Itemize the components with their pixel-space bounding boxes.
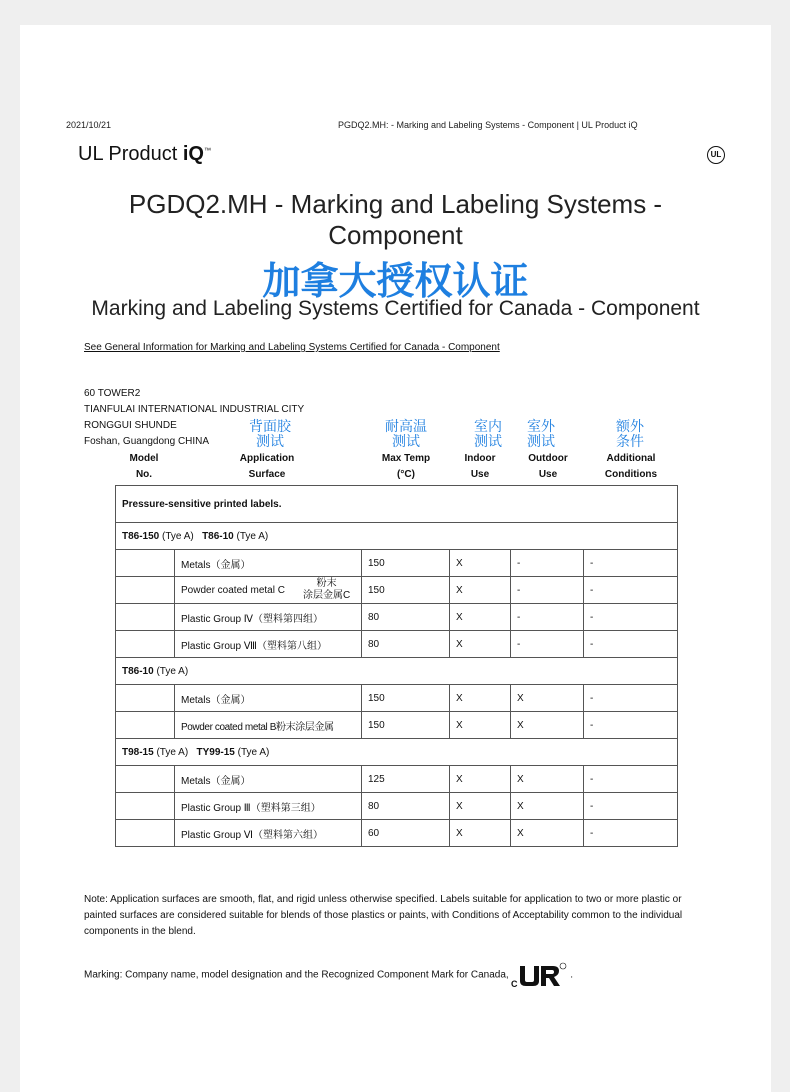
page-title-line1: PGDQ2.MH - Marking and Labeling Systems - <box>128 189 663 219</box>
table-row: Plastic Group Ⅵ（塑料第六组） 60 X X - <box>116 820 678 847</box>
model-row: T86-10 (Tye A) <box>116 658 678 685</box>
cn-label-temp: 耐高温 测试 <box>385 418 427 449</box>
cn-label-indoor: 室内 测试 <box>474 418 502 449</box>
marking-statement: Marking: Company name, model designation and the Recognized Component Mark for Canada, C . <box>84 962 573 989</box>
address-line: 60 TOWER2 <box>84 388 141 399</box>
colhead-surface: Application Surface <box>239 453 295 480</box>
colhead-outdoor: Outdoor Use <box>528 453 568 480</box>
table-row: Plastic Group Ⅲ（塑料第三组） 80 X X - <box>116 793 678 820</box>
address-line: Foshan, Guangdong CHINA <box>84 436 210 447</box>
address-line: TIANFULAI INTERNATIONAL INDUSTRIAL CITY <box>84 404 305 415</box>
colhead-temp: Max Temp (°C) <box>381 453 431 480</box>
chinese-title: 加拿大授权认证 <box>262 261 529 303</box>
table-row: Powder coated metal C 粉末 涂层金属C 150 X - - <box>116 577 678 604</box>
print-date: 2021/10/21 <box>66 120 112 130</box>
table-row: Metals（金属） 125 X X - <box>116 766 678 793</box>
ul-badge-icon: UL <box>707 146 725 164</box>
listing-table <box>115 485 678 847</box>
table-row: Powder coated metal B粉末涂层金属 150 X X - <box>116 712 678 739</box>
document-page <box>20 25 771 1092</box>
colhead-indoor: Indoor Use <box>464 453 496 480</box>
cn-label-additional: 额外 条件 <box>616 418 644 449</box>
table-row: Metals（金属） 150 X X - <box>116 685 678 712</box>
svg-text:C: C <box>511 979 518 988</box>
ul-product-iq-logo: UL Product iQ™ <box>78 143 211 165</box>
address-line: RONGGUI SHUNDE <box>84 420 177 431</box>
print-page-title: PGDQ2.MH: - Marking and Labeling Systems - Component | UL Product iQ <box>338 120 638 130</box>
model-row: T86-150 (Tye A) T86-10 (Tye A) <box>116 523 678 550</box>
table-row: Plastic Group Ⅷ（塑料第八组） 80 X - - <box>116 631 678 658</box>
cn-label-surface: 背面胶 测试 <box>249 418 291 449</box>
colhead-model: Model No. <box>129 453 159 480</box>
table-row: Metals（金属） 150 X - - <box>116 550 678 577</box>
colhead-additional: Additional Conditions <box>604 453 658 480</box>
table-intro: Pressure-sensitive printed labels. <box>122 498 282 510</box>
surface-note: 粉末 涂层金属C <box>303 578 351 601</box>
table-row: Plastic Group Ⅳ（塑料第四组） 80 X - - <box>116 604 678 631</box>
page-title <box>20 189 771 251</box>
application-note: Note: Application surfaces are smooth, flat, and rigid unless otherwise specified. Labels suitable for application to two or more plastic or painted surfaces are considered suitable for blends of those plastics or paints, with Conditions of Acceptability common to the individual components in the blend. <box>84 894 683 937</box>
cn-label-outdoor: 室外 测试 <box>527 418 555 449</box>
model-row: T98-15 (Tye A) TY99-15 (Tye A) <box>116 739 678 766</box>
subtitle: Marking and Labeling Systems Certified for Canada - Component <box>91 297 700 320</box>
page-title-line2: Component <box>328 220 463 250</box>
general-info-link[interactable]: See General Information for Marking and Labeling Systems Certified for Canada - Component <box>84 342 500 353</box>
recognized-component-mark-icon <box>511 962 567 988</box>
table-intro-row <box>116 486 678 523</box>
